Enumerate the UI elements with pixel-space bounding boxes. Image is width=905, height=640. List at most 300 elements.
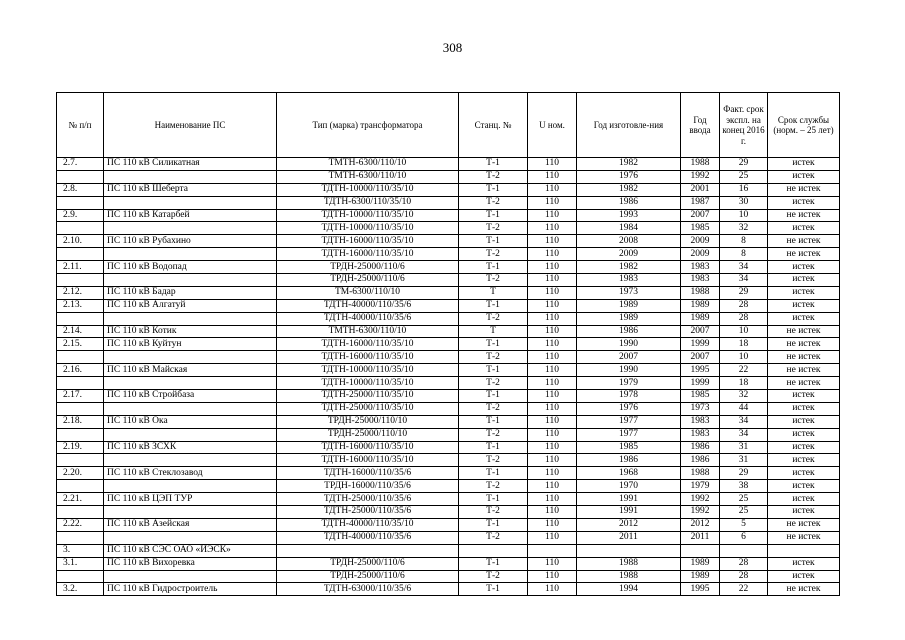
- cell-substation-name: ПС 110 кВ Стеклозавод: [104, 467, 277, 480]
- cell-transformer-type: ТРДН-25000/110/10: [277, 415, 459, 428]
- cell-actual-service-term: 31: [720, 441, 768, 454]
- cell-service-life: не истек: [768, 351, 840, 364]
- cell-nominal-voltage: 110: [528, 480, 577, 493]
- cell-commission-year: 1989: [681, 299, 720, 312]
- table-row: [57, 261, 840, 274]
- cell-actual-service-term: 8: [720, 235, 768, 248]
- cell-transformer-type: ТРДН-25000/110/6: [277, 570, 459, 583]
- cell-manufacture-year: 1989: [577, 312, 681, 325]
- cell-nominal-voltage: 110: [528, 312, 577, 325]
- cell-transformer-type: ТДТН-10000/110/35/10: [277, 364, 459, 377]
- cell-manufacture-year: 1970: [577, 480, 681, 493]
- cell-number: [57, 531, 104, 544]
- cell-service-life: не истек: [768, 235, 840, 248]
- cell-number: [57, 506, 104, 519]
- cell-service-life: не истек: [768, 248, 840, 261]
- cell-manufacture-year: 1968: [577, 467, 681, 480]
- cell-actual-service-term: 44: [720, 402, 768, 415]
- cell-number: [57, 312, 104, 325]
- cell-number: 2.12.: [57, 286, 104, 299]
- table-row: [57, 570, 840, 583]
- cell-commission-year: 1986: [681, 454, 720, 467]
- table-row: [57, 544, 840, 557]
- cell-number: [57, 351, 104, 364]
- cell-substation-name: ПС 110 кВ Бадар: [104, 286, 277, 299]
- table-row: [57, 338, 840, 351]
- table-row: [57, 196, 840, 209]
- cell-service-life: истек: [768, 480, 840, 493]
- cell-commission-year: 1999: [681, 338, 720, 351]
- table-row: [57, 248, 840, 261]
- cell-manufacture-year: 1973: [577, 286, 681, 299]
- cell-transformer-type: ТДТН-16000/110/35/6: [277, 467, 459, 480]
- table-row: [57, 441, 840, 454]
- cell-substation-name: ПС 110 кВ Шеберта: [104, 183, 277, 196]
- cell-substation-name: ПС 110 кВ Стройбаза: [104, 390, 277, 403]
- cell-transformer-type: ТРДН-16000/110/35/6: [277, 480, 459, 493]
- cell-number: [57, 480, 104, 493]
- header-station-number: Станц. №: [459, 93, 528, 158]
- cell-station-number: Т: [459, 325, 528, 338]
- cell-number: 2.13.: [57, 299, 104, 312]
- table-row: [57, 467, 840, 480]
- cell-substation-name: [104, 454, 277, 467]
- cell-actual-service-term: 29: [720, 467, 768, 480]
- cell-service-life: истек: [768, 222, 840, 235]
- cell-substation-name: [104, 570, 277, 583]
- table-row: [57, 209, 840, 222]
- table-row: [57, 506, 840, 519]
- cell-number: [57, 170, 104, 183]
- header-substation-name: Наименование ПС: [104, 93, 277, 158]
- cell-number: 2.16.: [57, 364, 104, 377]
- cell-actual-service-term: 34: [720, 261, 768, 274]
- cell-station-number: Т-1: [459, 338, 528, 351]
- cell-manufacture-year: 1986: [577, 454, 681, 467]
- cell-manufacture-year: 2012: [577, 518, 681, 531]
- cell-nominal-voltage: 110: [528, 158, 577, 171]
- cell-manufacture-year: 1985: [577, 441, 681, 454]
- cell-manufacture-year: [577, 544, 681, 557]
- cell-actual-service-term: 28: [720, 557, 768, 570]
- cell-commission-year: 1995: [681, 583, 720, 596]
- cell-station-number: Т-2: [459, 351, 528, 364]
- cell-nominal-voltage: 110: [528, 531, 577, 544]
- cell-service-life: истек: [768, 390, 840, 403]
- cell-service-life: истек: [768, 557, 840, 570]
- cell-commission-year: [681, 544, 720, 557]
- cell-commission-year: 2007: [681, 209, 720, 222]
- cell-service-life: истек: [768, 493, 840, 506]
- cell-service-life: не истек: [768, 338, 840, 351]
- cell-substation-name: [104, 377, 277, 390]
- cell-station-number: Т-1: [459, 518, 528, 531]
- table-row: [57, 402, 840, 415]
- cell-service-life: истек: [768, 441, 840, 454]
- cell-number: 2.17.: [57, 390, 104, 403]
- cell-number: [57, 248, 104, 261]
- cell-station-number: Т-2: [459, 222, 528, 235]
- cell-manufacture-year: 1976: [577, 402, 681, 415]
- cell-substation-name: ПС 110 кВ Рубахино: [104, 235, 277, 248]
- cell-nominal-voltage: 110: [528, 261, 577, 274]
- cell-service-life: истек: [768, 170, 840, 183]
- cell-manufacture-year: 1991: [577, 506, 681, 519]
- cell-commission-year: 1985: [681, 390, 720, 403]
- header-transformer-type: Тип (марка) трансформатора: [277, 93, 459, 158]
- cell-service-life: истек: [768, 312, 840, 325]
- table-row: [57, 518, 840, 531]
- cell-actual-service-term: 10: [720, 351, 768, 364]
- cell-nominal-voltage: 110: [528, 467, 577, 480]
- cell-station-number: Т-1: [459, 209, 528, 222]
- cell-manufacture-year: 1984: [577, 222, 681, 235]
- cell-service-life: [768, 544, 840, 557]
- cell-commission-year: 1989: [681, 312, 720, 325]
- cell-transformer-type: ТДТН-10000/110/35/10: [277, 222, 459, 235]
- cell-substation-name: ПС 110 кВ ЦЭП ТУР: [104, 493, 277, 506]
- table-row: [57, 390, 840, 403]
- cell-actual-service-term: 32: [720, 390, 768, 403]
- cell-manufacture-year: 2008: [577, 235, 681, 248]
- cell-substation-name: [104, 531, 277, 544]
- cell-station-number: Т-1: [459, 261, 528, 274]
- cell-nominal-voltage: 110: [528, 570, 577, 583]
- table-row: [57, 312, 840, 325]
- cell-transformer-type: ТДТН-16000/110/35/10: [277, 441, 459, 454]
- table-row: [57, 222, 840, 235]
- cell-manufacture-year: 1983: [577, 274, 681, 287]
- cell-service-life: истек: [768, 506, 840, 519]
- cell-nominal-voltage: 110: [528, 454, 577, 467]
- cell-substation-name: ПС 110 кВ Гидростроитель: [104, 583, 277, 596]
- cell-nominal-voltage: 110: [528, 274, 577, 287]
- cell-substation-name: [104, 506, 277, 519]
- cell-manufacture-year: 1986: [577, 196, 681, 209]
- cell-commission-year: 1992: [681, 493, 720, 506]
- cell-nominal-voltage: 110: [528, 493, 577, 506]
- page-number: 308: [442, 40, 463, 55]
- cell-manufacture-year: 1993: [577, 209, 681, 222]
- table-row: [57, 454, 840, 467]
- cell-transformer-type: ТМТН-6300/110/10: [277, 170, 459, 183]
- cell-commission-year: 1989: [681, 570, 720, 583]
- cell-service-life: не истек: [768, 325, 840, 338]
- cell-station-number: Т-2: [459, 531, 528, 544]
- cell-actual-service-term: 30: [720, 196, 768, 209]
- cell-actual-service-term: 28: [720, 312, 768, 325]
- cell-substation-name: [104, 274, 277, 287]
- cell-commission-year: 1989: [681, 557, 720, 570]
- cell-nominal-voltage: 110: [528, 183, 577, 196]
- cell-number: [57, 196, 104, 209]
- cell-nominal-voltage: 110: [528, 428, 577, 441]
- cell-actual-service-term: 25: [720, 493, 768, 506]
- cell-nominal-voltage: 110: [528, 364, 577, 377]
- header-commission-year: Год ввода: [681, 93, 720, 158]
- cell-station-number: Т-2: [459, 480, 528, 493]
- cell-transformer-type: ТДТН-40000/110/35/10: [277, 518, 459, 531]
- header-actual-service-term: Факт. срок экспл. на конец 2016 г.: [720, 93, 768, 158]
- cell-commission-year: 2012: [681, 518, 720, 531]
- cell-manufacture-year: 1986: [577, 325, 681, 338]
- table-row: [57, 428, 840, 441]
- cell-number: [57, 377, 104, 390]
- cell-service-life: не истек: [768, 518, 840, 531]
- cell-commission-year: 1995: [681, 364, 720, 377]
- cell-manufacture-year: 1990: [577, 364, 681, 377]
- cell-station-number: Т-2: [459, 312, 528, 325]
- table-row: [57, 531, 840, 544]
- cell-service-life: не истек: [768, 183, 840, 196]
- cell-number: [57, 274, 104, 287]
- cell-transformer-type: ТРДН-25000/110/10: [277, 428, 459, 441]
- cell-number: 2.14.: [57, 325, 104, 338]
- cell-actual-service-term: 25: [720, 170, 768, 183]
- cell-number: 2.10.: [57, 235, 104, 248]
- cell-nominal-voltage: 110: [528, 338, 577, 351]
- cell-transformer-type: ТДТН-16000/110/35/10: [277, 351, 459, 364]
- cell-service-life: истек: [768, 286, 840, 299]
- cell-substation-name: ПС 110 кВ Ока: [104, 415, 277, 428]
- cell-transformer-type: ТДТН-16000/110/35/10: [277, 235, 459, 248]
- cell-number: 2.7.: [57, 158, 104, 171]
- cell-nominal-voltage: 110: [528, 170, 577, 183]
- cell-station-number: Т-2: [459, 454, 528, 467]
- cell-number: [57, 222, 104, 235]
- cell-transformer-type: ТМ-6300/110/10: [277, 286, 459, 299]
- cell-number: 2.18.: [57, 415, 104, 428]
- cell-actual-service-term: 25: [720, 506, 768, 519]
- cell-service-life: истек: [768, 570, 840, 583]
- cell-service-life: истек: [768, 467, 840, 480]
- cell-transformer-type: ТДТН-25000/110/35/6: [277, 493, 459, 506]
- cell-nominal-voltage: 110: [528, 325, 577, 338]
- cell-actual-service-term: 6: [720, 531, 768, 544]
- table-row: [57, 299, 840, 312]
- cell-manufacture-year: 1989: [577, 299, 681, 312]
- cell-substation-name: [104, 196, 277, 209]
- cell-nominal-voltage: 110: [528, 235, 577, 248]
- cell-actual-service-term: 8: [720, 248, 768, 261]
- cell-number: 2.15.: [57, 338, 104, 351]
- cell-number: 2.20.: [57, 467, 104, 480]
- cell-station-number: Т-1: [459, 493, 528, 506]
- cell-transformer-type: ТМТН-6300/110/10: [277, 158, 459, 171]
- cell-actual-service-term: [720, 544, 768, 557]
- cell-transformer-type: ТДТН-16000/110/35/10: [277, 248, 459, 261]
- cell-transformer-type: ТДТН-16000/110/35/10: [277, 454, 459, 467]
- table-row: [57, 235, 840, 248]
- cell-substation-name: [104, 312, 277, 325]
- cell-number: [57, 428, 104, 441]
- cell-transformer-type: ТДТН-10000/110/35/10: [277, 377, 459, 390]
- cell-station-number: Т-1: [459, 557, 528, 570]
- cell-number: [57, 454, 104, 467]
- table-row: [57, 415, 840, 428]
- cell-service-life: истек: [768, 428, 840, 441]
- cell-station-number: Т-2: [459, 248, 528, 261]
- cell-manufacture-year: 1977: [577, 428, 681, 441]
- cell-nominal-voltage: 110: [528, 222, 577, 235]
- cell-commission-year: 1983: [681, 274, 720, 287]
- cell-substation-name: [104, 428, 277, 441]
- cell-transformer-type: ТДТН-25000/110/35/10: [277, 390, 459, 403]
- cell-substation-name: ПС 110 кВ Катарбей: [104, 209, 277, 222]
- table-header-row: [57, 93, 840, 158]
- cell-service-life: истек: [768, 261, 840, 274]
- cell-commission-year: 2001: [681, 183, 720, 196]
- cell-manufacture-year: 1991: [577, 493, 681, 506]
- cell-substation-name: ПС 110 кВ Силикатная: [104, 158, 277, 171]
- cell-commission-year: 1999: [681, 377, 720, 390]
- cell-manufacture-year: 1977: [577, 415, 681, 428]
- cell-station-number: Т-1: [459, 299, 528, 312]
- table-row: [57, 274, 840, 287]
- cell-number: 3.1.: [57, 557, 104, 570]
- cell-nominal-voltage: 110: [528, 402, 577, 415]
- cell-transformer-type: ТДТН-25000/110/35/10: [277, 402, 459, 415]
- cell-commission-year: 1983: [681, 415, 720, 428]
- cell-actual-service-term: 29: [720, 158, 768, 171]
- cell-manufacture-year: 2007: [577, 351, 681, 364]
- cell-manufacture-year: 1988: [577, 557, 681, 570]
- cell-transformer-type: ТДТН-25000/110/35/6: [277, 506, 459, 519]
- cell-commission-year: 1992: [681, 170, 720, 183]
- cell-actual-service-term: 22: [720, 583, 768, 596]
- cell-number: 2.11.: [57, 261, 104, 274]
- cell-nominal-voltage: 110: [528, 351, 577, 364]
- cell-station-number: Т: [459, 286, 528, 299]
- cell-transformer-type: ТДТН-16000/110/35/10: [277, 338, 459, 351]
- cell-actual-service-term: 10: [720, 325, 768, 338]
- cell-service-life: не истек: [768, 364, 840, 377]
- cell-nominal-voltage: [528, 544, 577, 557]
- cell-number: 2.19.: [57, 441, 104, 454]
- cell-station-number: Т-2: [459, 402, 528, 415]
- cell-commission-year: 1973: [681, 402, 720, 415]
- table-row: [57, 351, 840, 364]
- cell-nominal-voltage: 110: [528, 518, 577, 531]
- cell-transformer-type: ТДТН-40000/110/35/6: [277, 299, 459, 312]
- cell-nominal-voltage: 110: [528, 415, 577, 428]
- cell-transformer-type: [277, 544, 459, 557]
- cell-nominal-voltage: 110: [528, 557, 577, 570]
- cell-commission-year: 1985: [681, 222, 720, 235]
- cell-station-number: Т-2: [459, 377, 528, 390]
- table-row: [57, 493, 840, 506]
- cell-number: 2.21.: [57, 493, 104, 506]
- cell-nominal-voltage: 110: [528, 209, 577, 222]
- cell-substation-name: [104, 248, 277, 261]
- cell-transformer-type: ТДТН-10000/110/35/10: [277, 183, 459, 196]
- cell-station-number: Т-1: [459, 441, 528, 454]
- table-row: [57, 158, 840, 171]
- transformer-table: [56, 92, 840, 596]
- cell-substation-name: [104, 170, 277, 183]
- cell-manufacture-year: 1982: [577, 261, 681, 274]
- table-row: [57, 170, 840, 183]
- table-row: [57, 583, 840, 596]
- cell-actual-service-term: 29: [720, 286, 768, 299]
- cell-substation-name: [104, 222, 277, 235]
- cell-actual-service-term: 34: [720, 415, 768, 428]
- cell-commission-year: 1983: [681, 261, 720, 274]
- table-row: [57, 557, 840, 570]
- cell-station-number: Т-1: [459, 390, 528, 403]
- table-row: [57, 286, 840, 299]
- cell-transformer-type: ТДТН-63000/110/35/6: [277, 583, 459, 596]
- header-nominal-voltage: U ном.: [528, 93, 577, 158]
- cell-manufacture-year: 1976: [577, 170, 681, 183]
- cell-substation-name: ПС 110 кВ ЗСХК: [104, 441, 277, 454]
- cell-station-number: Т-2: [459, 274, 528, 287]
- cell-actual-service-term: 38: [720, 480, 768, 493]
- cell-service-life: не истек: [768, 209, 840, 222]
- cell-number: 2.8.: [57, 183, 104, 196]
- cell-number: 2.22.: [57, 518, 104, 531]
- cell-transformer-type: ТДТН-6300/110/35/10: [277, 196, 459, 209]
- cell-station-number: Т-1: [459, 415, 528, 428]
- cell-number: 3.2.: [57, 583, 104, 596]
- cell-transformer-type: ТДТН-40000/110/35/6: [277, 312, 459, 325]
- cell-commission-year: 2011: [681, 531, 720, 544]
- cell-service-life: истек: [768, 415, 840, 428]
- cell-service-life: не истек: [768, 583, 840, 596]
- cell-manufacture-year: 1988: [577, 570, 681, 583]
- cell-transformer-type: ТРДН-25000/110/6: [277, 557, 459, 570]
- cell-substation-name: ПС 110 кВ Майская: [104, 364, 277, 377]
- cell-substation-name: ПС 110 кВ СЭС ОАО «ИЭСК»: [104, 544, 277, 557]
- cell-station-number: Т-2: [459, 506, 528, 519]
- cell-station-number: Т-1: [459, 235, 528, 248]
- cell-service-life: не истек: [768, 531, 840, 544]
- cell-substation-name: [104, 480, 277, 493]
- cell-nominal-voltage: 110: [528, 506, 577, 519]
- cell-service-life: не истек: [768, 377, 840, 390]
- cell-actual-service-term: 28: [720, 299, 768, 312]
- cell-manufacture-year: 1994: [577, 583, 681, 596]
- cell-nominal-voltage: 110: [528, 196, 577, 209]
- cell-substation-name: ПС 110 кВ Котик: [104, 325, 277, 338]
- cell-service-life: истек: [768, 454, 840, 467]
- cell-manufacture-year: 2009: [577, 248, 681, 261]
- cell-commission-year: 2009: [681, 235, 720, 248]
- cell-nominal-voltage: 110: [528, 390, 577, 403]
- cell-substation-name: ПС 110 кВ Вихоревка: [104, 557, 277, 570]
- table-row: [57, 480, 840, 493]
- header-manufacture-year: Год изготовле-ния: [577, 93, 681, 158]
- cell-actual-service-term: 34: [720, 428, 768, 441]
- cell-station-number: Т-1: [459, 364, 528, 377]
- cell-transformer-type: ТДТН-40000/110/35/6: [277, 531, 459, 544]
- cell-number: 3.: [57, 544, 104, 557]
- cell-commission-year: 1988: [681, 286, 720, 299]
- cell-nominal-voltage: 110: [528, 583, 577, 596]
- cell-transformer-type: ТДТН-10000/110/35/10: [277, 209, 459, 222]
- cell-substation-name: [104, 351, 277, 364]
- cell-station-number: Т-1: [459, 158, 528, 171]
- cell-nominal-voltage: 110: [528, 441, 577, 454]
- cell-actual-service-term: 18: [720, 377, 768, 390]
- table-row: [57, 364, 840, 377]
- cell-actual-service-term: 31: [720, 454, 768, 467]
- cell-actual-service-term: 5: [720, 518, 768, 531]
- cell-actual-service-term: 34: [720, 274, 768, 287]
- cell-manufacture-year: 1978: [577, 390, 681, 403]
- cell-station-number: Т-2: [459, 170, 528, 183]
- cell-commission-year: 1992: [681, 506, 720, 519]
